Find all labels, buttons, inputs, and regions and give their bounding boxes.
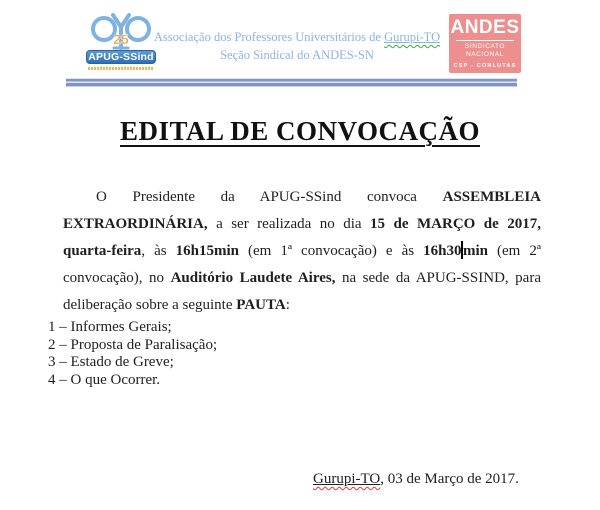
text-run: EXTRAORDINÁRIA, [63, 216, 208, 232]
date-rest: , 03 de Março de 2017. [380, 471, 519, 487]
convocation-paragraph[interactable] [63, 184, 541, 319]
text-run: 16h30 [423, 243, 462, 259]
document-title: EDITAL DE CONVOCAÇÃO [120, 116, 480, 146]
apug-logo-microtext-bar [88, 67, 154, 70]
paragraph-line[interactable] [63, 292, 541, 319]
date-line [313, 471, 519, 488]
andes-logo-footer: CSP - CONLUTAS [453, 63, 517, 69]
text-run: convocação), no [63, 270, 171, 286]
text-run: (em 2ª [487, 243, 541, 259]
text-run: 16h15min [175, 243, 239, 259]
text-run: , às [141, 243, 176, 259]
text-run: : [285, 297, 290, 313]
org-name-prefix: Associação dos Professores Universitários de [153, 30, 385, 44]
andes-logo [449, 14, 521, 73]
text-run: 15 de MARÇO de 2017, [370, 216, 542, 232]
paragraph-line[interactable] [63, 265, 541, 292]
apug-logo-banner: APUG-SSind [86, 50, 156, 64]
paragraph-line[interactable] [63, 211, 541, 238]
text-run: deliberação sobre a seguinte [63, 297, 237, 313]
text-run: quarta-feira [63, 243, 142, 259]
date-place: Gurupi-TO [313, 471, 381, 487]
text-run: O Presidente da APUG-SSind convoca [96, 189, 443, 205]
andes-logo-subtitle: SINDICATO NACIONAL [464, 43, 506, 58]
agenda-item[interactable]: 4 – O que Ocorrer. [48, 371, 161, 388]
org-gurupi-link[interactable]: Gurupi-TO [384, 30, 441, 44]
agenda-list[interactable] [48, 319, 217, 389]
agenda-item[interactable]: 2 – Proposta de Paralisação; [48, 336, 218, 353]
agenda-item[interactable]: 3 – Estado de Greve; [48, 354, 174, 370]
text-run: (em 1ª convocação) e às [239, 243, 424, 259]
org-subtitle: Seção Sindical do ANDES-SN [220, 48, 374, 62]
text-run: Auditório Laudete Aires, [170, 270, 336, 286]
text-run: a ser realizada no dia [207, 216, 371, 232]
andes-logo-rule [456, 40, 514, 41]
apug-logo-year: 25 [113, 31, 129, 47]
agenda-item[interactable]: 1 – Informes Gerais; [48, 319, 172, 335]
andes-logo-title: ANDES [450, 17, 520, 38]
header-divider-line [66, 78, 517, 88]
paragraph-line[interactable] [63, 184, 541, 211]
text-run: na sede da APUG-SSIND, para [335, 270, 541, 286]
text-run: PAUTA [236, 297, 286, 313]
text-run: min [462, 243, 488, 259]
paragraph-line[interactable] [63, 238, 541, 265]
text-run: ASSEMBLEIA [442, 189, 541, 205]
